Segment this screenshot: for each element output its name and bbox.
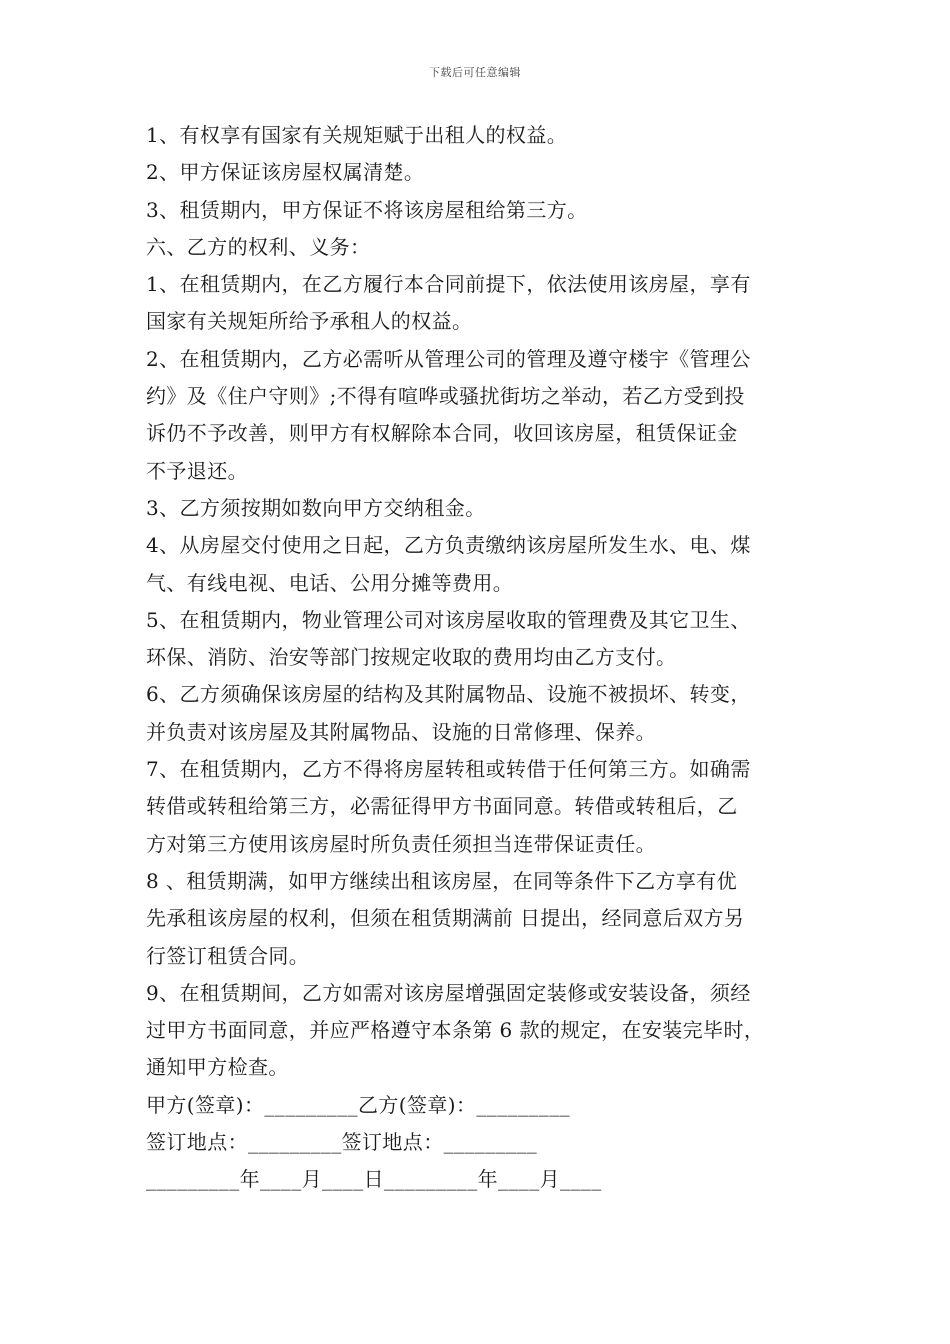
signing-date-line: _________年____月____日_________年____月____ — [146, 1167, 602, 1192]
clause-line: 1、在租赁期内，在乙方履行本合同前提下，依法使用该房屋，享有 — [146, 272, 751, 297]
clause-line: 3、租赁期内，甲方保证不将该房屋租给第三方。 — [146, 197, 588, 222]
clause-line: 过甲方书面同意，并应严格遵守本条第 6 款的规定，在安装完毕时， — [146, 1018, 765, 1043]
clause-line: 2、在租赁期内，乙方必需听从管理公司的管理及遵守楼宇《管理公 — [146, 346, 751, 371]
clause-line: 行签订租赁合同。 — [146, 943, 310, 968]
clause-line: 并负责对该房屋及其附属物品、设施的日常修理、保养。 — [146, 719, 656, 744]
clause-line: 不予退还。 — [146, 458, 248, 483]
clause-line: 4、从房屋交付使用之日起，乙方负责缴纳该房屋所发生水、电、煤 — [146, 533, 751, 558]
clause-line: 7、在租赁期内，乙方不得将房屋转租或转借于任何第三方。如确需 — [146, 757, 751, 782]
signature-line: 甲方(签章)：_________乙方(签章)：_________ — [146, 1092, 571, 1117]
clause-line: 诉仍不予改善，则甲方有权解除本合同，收回该房屋，租赁保证金 — [146, 421, 738, 446]
clause-line: 气、有线电视、电话、公用分摊等费用。 — [146, 570, 514, 595]
section-heading: 六、乙方的权利、义务： — [146, 234, 371, 259]
clause-line: 8 、租赁期满，如甲方继续出租该房屋，在同等条件下乙方享有优 — [146, 868, 738, 893]
clause-line: 先承租该房屋的权利，但须在租赁期满前 日提出，经同意后双方另 — [146, 906, 745, 931]
clause-line: 3、乙方须按期如数向甲方交纳租金。 — [146, 495, 486, 520]
clause-line: 方对第三方使用该房屋时所负责任须担当连带保证责任。 — [146, 831, 656, 856]
clause-line: 约》及《住户守则》;不得有喧哗或骚扰街坊之举动，若乙方受到投 — [146, 384, 745, 409]
clause-line: 通知甲方检查。 — [146, 1055, 289, 1080]
clause-line: 9、在租赁期间，乙方如需对该房屋增强固定装修或安装设备，须经 — [146, 980, 751, 1005]
clause-line: 转借或转租给第三方，必需征得甲方书面同意。转借或转租后，乙 — [146, 794, 738, 819]
clause-line: 6、乙方须确保该房屋的结构及其附属物品、设施不被损坏、转变， — [146, 682, 751, 707]
clause-line: 环保、消防、治安等部门按规定收取的费用均由乙方支付。 — [146, 645, 677, 670]
clause-line: 5、在租赁期内，物业管理公司对该房屋收取的管理费及其它卫生、 — [146, 607, 751, 632]
document-body — [146, 117, 826, 1199]
signing-place-line: 签订地点：_________签订地点：_________ — [146, 1130, 538, 1155]
clause-line: 1、有权享有国家有关规矩赋于出租人的权益。 — [146, 123, 568, 147]
clause-line: 国家有关规矩所给予承租人的权益。 — [146, 309, 473, 334]
page-header-note: 下载后可任意编辑 — [429, 66, 521, 79]
clause-line: 2、甲方保证该房屋权属清楚。 — [146, 160, 425, 185]
